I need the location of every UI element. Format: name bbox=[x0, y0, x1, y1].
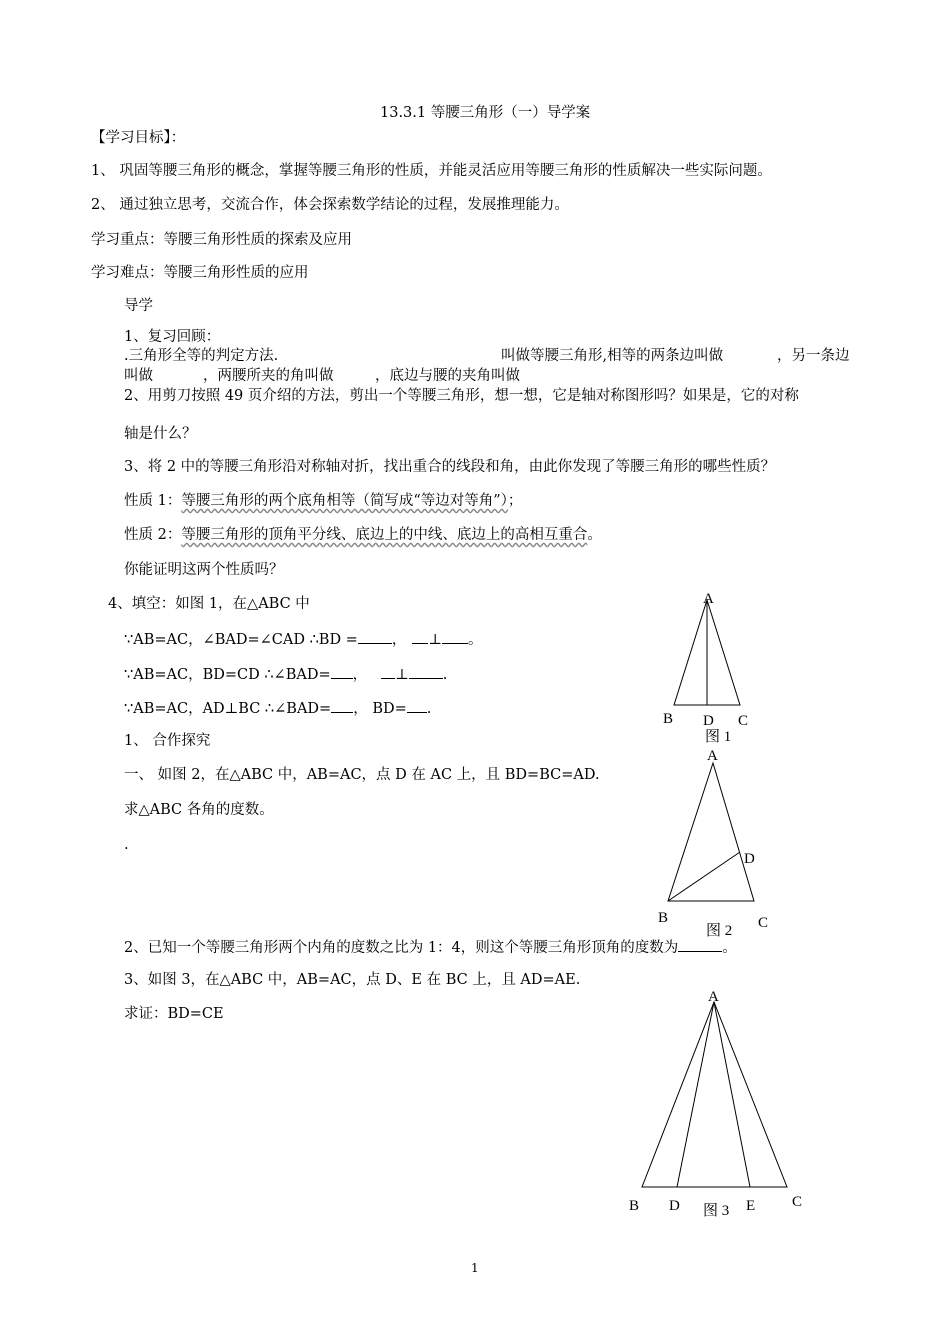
fill-text: . bbox=[442, 667, 448, 683]
fill-text: ， BD= bbox=[353, 701, 407, 717]
coop-heading: 1、 合作探究 bbox=[124, 733, 211, 749]
example-3-cont: 求证：BD=CE bbox=[124, 1006, 224, 1022]
example-1-cont: 求△ABC 各角的度数。 bbox=[124, 802, 274, 818]
vertex-label-c: C bbox=[792, 1194, 803, 1210]
question-2-cont: 轴是什么？ bbox=[124, 426, 197, 442]
vertex-label-a: A bbox=[703, 591, 714, 607]
fill-text: ， bbox=[352, 667, 368, 683]
prove-question: 你能证明这两个性质吗？ bbox=[124, 562, 284, 578]
review-text: 叫做等腰三角形,相等的两条边叫做 bbox=[501, 348, 724, 364]
question-2: 2、用剪刀按照 49 页介绍的方法，剪出一个等腰三角形，想一想，它是轴对称图形吗？如果是，它的对称 bbox=[124, 388, 799, 404]
example-text: 2、已知一个等腰三角形两个内角的度数之比为 1：4，则这个等腰三角形顶角的度数为 bbox=[124, 940, 679, 956]
review-text: 叫做 bbox=[124, 368, 153, 384]
property-text: 等腰三角形的顶角平分线、底边上的中线、底边上的高相互重合 bbox=[181, 527, 588, 543]
triangle-abc bbox=[642, 1002, 787, 1187]
vertex-label-b: B bbox=[658, 910, 669, 926]
vertex-label-e: E bbox=[746, 1198, 756, 1214]
fill-text: 。 bbox=[467, 632, 483, 648]
fill-text: ∵AB=AC，AD⊥BC ∴∠BAD= bbox=[124, 701, 332, 717]
page-number: 1 bbox=[471, 1261, 479, 1275]
segment-ae bbox=[714, 1002, 750, 1187]
segment-ad bbox=[677, 1002, 714, 1187]
property-label: 性质 1： bbox=[124, 493, 182, 509]
page-title: 13.3.1 等腰三角形（一）导学案 bbox=[380, 105, 591, 121]
difficult-point: 学习难点：等腰三角形性质的应用 bbox=[91, 265, 309, 281]
review-text: ，两腰所夹的角叫做 bbox=[203, 368, 334, 384]
vertex-label-b: B bbox=[629, 1198, 640, 1214]
fill-text: ∵AB=AC，BD=CD ∴∠BAD= bbox=[124, 667, 331, 683]
figure-caption: 图 1 bbox=[705, 729, 732, 745]
property-text: 等腰三角形的两个底角相等（简写成“等边对等角”） bbox=[181, 493, 508, 509]
example-3: 3、如图 3，在△ABC 中，AB=AC，点 D、E 在 BC 上，且 AD=AE. bbox=[124, 972, 581, 988]
review-text: ，底边与腰的夹角叫做 bbox=[375, 368, 520, 384]
vertex-label-b: B bbox=[663, 711, 674, 727]
perpendicular-symbol: ⊥ bbox=[395, 667, 409, 683]
vertex-label-d: D bbox=[669, 1198, 680, 1214]
figure-caption: 图 3 bbox=[703, 1203, 730, 1219]
figure-caption: 图 2 bbox=[706, 923, 733, 939]
property-end: 。 bbox=[587, 527, 602, 543]
fill-text: ∵AB=AC，∠BAD=∠CAD ∴BD = bbox=[124, 632, 358, 648]
guide-heading: 导学 bbox=[124, 298, 153, 314]
objectives-heading: 【学习目标】： bbox=[91, 130, 186, 146]
property-end: ； bbox=[507, 493, 523, 509]
vertex-label-d: D bbox=[703, 713, 714, 729]
question-3: 3、将 2 中的等腰三角形沿对称轴对折，找出重合的线段和角，由此你发现了等腰三角形的哪些性质？ bbox=[124, 459, 776, 475]
vertex-label-d: D bbox=[744, 851, 755, 867]
question-4-heading: 4、填空：如图 1，在△ABC 中 bbox=[108, 596, 310, 612]
example-1: 一、 如图 2，在△ABC 中，AB=AC，点 D 在 AC 上，且 BD=BC=AD. bbox=[124, 767, 600, 783]
review-text: ，另一条边 bbox=[777, 348, 850, 364]
perpendicular-symbol: ⊥ bbox=[428, 632, 442, 648]
property-label: 性质 2： bbox=[124, 527, 182, 543]
example-text: 。 bbox=[722, 940, 737, 956]
fill-text: ， bbox=[391, 632, 407, 648]
review-text: .三角形全等的判定方法. bbox=[124, 348, 279, 364]
fill-text: . bbox=[426, 701, 432, 717]
key-point: 学习重点：等腰三角形性质的探索及应用 bbox=[91, 232, 352, 248]
vertex-label-a: A bbox=[707, 748, 718, 764]
review-heading: 1、复习回顾： bbox=[124, 329, 221, 345]
objective-item: 1、 巩固等腰三角形的概念，掌握等腰三角形的性质，并能灵活应用等腰三角形的性质解决一些实际问题。 bbox=[91, 163, 772, 179]
objective-item: 2、 通过独立思考，交流合作，体会探索数学结论的过程，发展推理能力。 bbox=[91, 197, 569, 213]
vertex-label-c: C bbox=[758, 915, 769, 931]
vertex-label-a: A bbox=[708, 989, 719, 1005]
example-1-dot: . bbox=[124, 837, 129, 853]
vertex-label-c: C bbox=[738, 713, 749, 729]
